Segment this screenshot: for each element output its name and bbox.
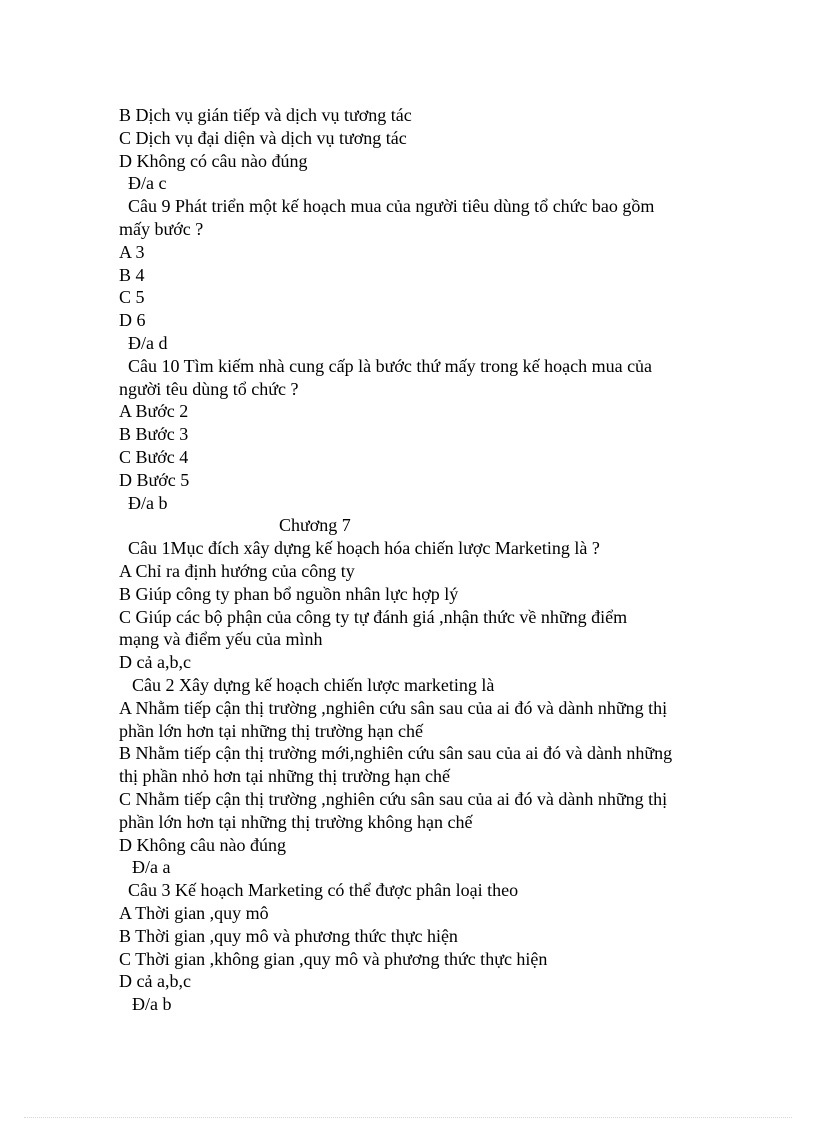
option-text: C Bước 4	[119, 447, 189, 467]
option-text: A Bước 2	[119, 401, 189, 421]
chapter-heading: Chương 7	[279, 515, 351, 535]
option-text: phần lớn hơn tại những thị trường hạn chế	[119, 721, 424, 741]
option-text: D Không có câu nào đúng	[119, 151, 308, 171]
option-text: B Nhằm tiếp cận thị trường mới,nghiên cứu sân sau của ai đó và dành những	[119, 743, 673, 763]
option-text: C Nhằm tiếp cận thị trường ,nghiên cứu sân sau của ai đó và dành những thị	[119, 789, 668, 809]
question-text: Câu 1Mục đích xây dựng kế hoạch hóa chiến lược Marketing là ?	[128, 538, 600, 558]
option-text: C 5	[119, 287, 145, 307]
option-text: B Giúp công ty phan bổ nguồn nhân lực hợp lý	[119, 584, 459, 604]
option-text: A Chỉ ra định hướng của công ty	[119, 561, 355, 581]
question-text: mấy bước ?	[119, 219, 204, 239]
option-text: A Nhằm tiếp cận thị trường ,nghiên cứu sân sau của ai đó và dành những thị	[119, 698, 668, 718]
option-text: A 3	[119, 242, 145, 262]
option-text: D Bước 5	[119, 470, 190, 490]
option-text: D 6	[119, 310, 146, 330]
question-text: Câu 2 Xây dựng kế hoạch chiến lược marketing là	[132, 675, 495, 695]
answer-text: Đ/a b	[128, 493, 168, 513]
question-text: Câu 3 Kế hoạch Marketing có thể được phân loại theo	[128, 880, 519, 900]
option-text: B 4	[119, 265, 145, 285]
option-text: D cả a,b,c	[119, 971, 191, 991]
option-text: B Thời gian ,quy mô và phương thức thực hiện	[119, 926, 458, 946]
option-text: C Thời gian ,không gian ,quy mô và phương thức thực hiện	[119, 949, 548, 969]
option-text: mạng và điểm yếu của mình	[119, 629, 323, 649]
option-text: thị phần nhỏ hơn tại những thị trường hạn chế	[119, 766, 450, 786]
question-text: Câu 9 Phát triển một kế hoạch mua của người tiêu dùng tổ chức bao gồm	[128, 196, 655, 216]
question-text: người têu dùng tổ chức ?	[119, 379, 299, 399]
option-text: A Thời gian ,quy mô	[119, 903, 269, 923]
option-text: D Không câu nào đúng	[119, 835, 286, 855]
option-text: C Dịch vụ đại diện và dịch vụ tương tác	[119, 128, 407, 148]
option-text: phần lớn hơn tại những thị trường không hạn chế	[119, 812, 473, 832]
question-text: Câu 10 Tìm kiếm nhà cung cấp là bước thứ mấy trong kế hoạch mua của	[128, 356, 653, 376]
option-text: C Giúp các bộ phận của công ty tự đánh giá ,nhận thức về những điểm	[119, 607, 628, 627]
answer-text: Đ/a d	[128, 333, 168, 353]
answer-text: Đ/a c	[128, 173, 167, 193]
answer-text: Đ/a a	[132, 857, 171, 877]
option-text: B Dịch vụ gián tiếp và dịch vụ tương tác	[119, 105, 412, 125]
page-bottom-divider	[24, 1117, 792, 1118]
answer-text: Đ/a b	[132, 994, 172, 1014]
option-text: D cả a,b,c	[119, 652, 191, 672]
option-text: B Bước 3	[119, 424, 189, 444]
